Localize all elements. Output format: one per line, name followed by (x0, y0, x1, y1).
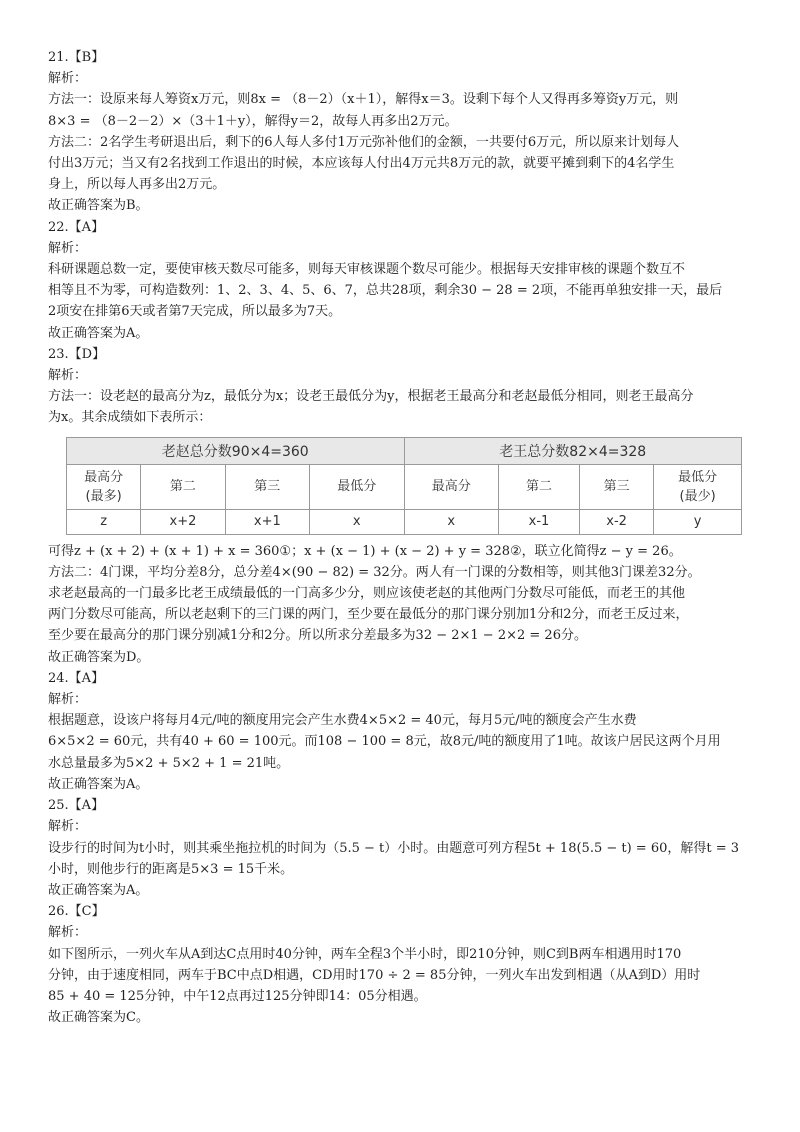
table-column-header: 最高分 (404, 464, 499, 509)
q25-title: 25.【A】 (48, 798, 105, 814)
q24-answer: 故正确答案为A。 (48, 776, 149, 792)
table-column-header: 最低分 (310, 464, 405, 509)
q22-title: 22.【A】 (48, 219, 105, 235)
q25-answer: 故正确答案为A。 (48, 882, 149, 898)
table-cell: x+1 (225, 509, 309, 534)
q26-title: 26.【C】 (48, 904, 105, 920)
table-cell: x+2 (141, 509, 225, 534)
score-table (66, 437, 742, 535)
q22-answer: 故正确答案为A。 (48, 325, 149, 341)
q24-title: 24.【A】 (48, 670, 105, 686)
table-cell: y (654, 509, 742, 534)
q22-line3: 2项安在排第6天或者第7天完成，所以最多为7天。 (48, 304, 342, 320)
q21-answer: 故正确答案为B。 (48, 198, 149, 214)
table-column-header: 第三 (580, 464, 654, 509)
table-column-header: 最高分 (最多) (67, 464, 141, 509)
q21-analysis-label: 解析： (48, 71, 88, 87)
q26-analysis-label: 解析： (48, 925, 88, 941)
q22-line1: 科研课题总数一定，要使审核天数尽可能多，则每天审核课题个数尽可能少。根据每天安排审核的课题个数互不 (48, 262, 686, 278)
q23-method2-line4: 至少要在最高分的那门课分别减1分和2分。所以所求分差最多为32 − 2×1 − 2×2 = 26分。 (48, 628, 587, 644)
table-header-lao-wang: 老王总分数82×4=328 (404, 437, 742, 464)
q23-method2-line1: 方法二：4门课，平均分差8分，总分差4×(90 − 82) = 32分。两人有一门课的分数相等，则其他3门课差32分。 (48, 564, 701, 580)
table-column-header: 第三 (225, 464, 309, 509)
q23-title: 23.【D】 (48, 346, 106, 362)
q21-title: 21.【B】 (48, 50, 105, 65)
q22-line2: 相等且不为零，可构造数列：1、2、3、4、5、6、7，总共28项，剩余30 − 28 = 2项，不能再单独安排一天，最后 (48, 283, 723, 299)
table-header-lao-zhao: 老赵总分数90×4=360 (67, 437, 405, 464)
table-column-header: 最低分 (最少) (654, 464, 742, 509)
table-column-header: 第二 (499, 464, 580, 509)
q21-method1-line2: 8×3 = （8－2－2）×（3＋1＋y），解得y＝2，故每人再多出2万元。 (48, 113, 458, 129)
q24-line2: 6×5×2 = 60元，共有40 + 60 = 100元。而108 − 100 = 8元，故8元/吨的额度用了1吨。故该户居民这两个月用 (48, 734, 721, 750)
q23-method1-line1: 方法一：设老赵的最高分为z，最低分为x；设老王最低分为y，根据老王最高分和老赵最低分相同，则老王最高分 (48, 389, 694, 405)
q24-line3: 水总量最多为5×2 + 5×2 + 1 = 21吨。 (48, 755, 290, 771)
table-cell: x (310, 509, 405, 534)
q24-analysis-label: 解析： (48, 692, 88, 708)
table-cell: z (67, 509, 141, 534)
q23-analysis-label: 解析： (48, 368, 88, 384)
q22-analysis-label: 解析： (48, 240, 88, 256)
q23-method2-line2: 求老赵最高的一门最多比老王成绩最低的一门高多少分，则应该使老赵的其他两门分数尽可能低，而老王的其他 (48, 586, 686, 602)
table-cell: x (404, 509, 499, 534)
q25-line2: 小时，则他步行的距离是5×3 = 15千米。 (48, 861, 294, 877)
q25-analysis-label: 解析： (48, 819, 88, 835)
q26-line3: 85 + 40 = 125分钟，中午12点再过125分钟即14：05分相遇。 (48, 988, 427, 1004)
q21-method1-line1: 方法一：设原来每人筹资x万元，则8x = （8－2）（x＋1），解得x＝3。设剩下每个人又得再多筹资y万元，则 (48, 92, 679, 108)
q21-method2-line2: 付出3万元；当又有2名找到工作退出的时候，本应该每人付出4万元共8万元的款，就要平摊到剩下的4名学生 (48, 156, 675, 172)
table-cell: x-1 (499, 509, 580, 534)
q23-method1-line2: 为x。其余成绩如下表所示： (48, 410, 212, 426)
q23-method2-line3: 两门分数尽可能高，所以老赵剩下的三门课的两门，至少要在最低分的那门课分别加1分和2分，而老王反过来， (48, 607, 689, 623)
q23-answer: 故正确答案为D。 (48, 649, 150, 665)
q23-equation-line: 可得z + (x + 2) + (x + 1) + x = 360①；x + (x − 1) + (x − 2) + y = 328②，联立化简得z − y = 26。 (48, 543, 682, 559)
q26-line2: 分钟，由于速度相同，两车于BC中点D相遇，CD用时170 ÷ 2 = 85分钟，一列火车出发到相遇（从A到D）用时 (48, 967, 701, 983)
q21-method2-line3: 身上，所以每人再多出2万元。 (48, 177, 226, 193)
q21-method2-line1: 方法二：2名学生考研退出后，剩下的6人每人多付1万元弥补他们的金额，一共要付6万元，所以原来计划每人 (48, 134, 680, 150)
q24-line1: 根据题意，设该户将每月4元/吨的额度用完会产生水费4×5×2 = 40元，每月5元/吨的额度会产生水费 (48, 713, 637, 729)
table-column-header: 第二 (141, 464, 225, 509)
q25-line1: 设步行的时间为t小时，则其乘坐拖拉机的时间为（5.5 − t）小时。由题意可列方程5t + 18(5.5 − t) = 60，解得t = 3 (48, 840, 740, 856)
q26-line1: 如下图所示，一列火车从A到达C点用时40分钟，两车全程3个半小时，即210分钟，则C到B两车相遇用时170 (48, 946, 682, 962)
table-cell: x-2 (580, 509, 654, 534)
q26-answer: 故正确答案为C。 (48, 1010, 149, 1026)
